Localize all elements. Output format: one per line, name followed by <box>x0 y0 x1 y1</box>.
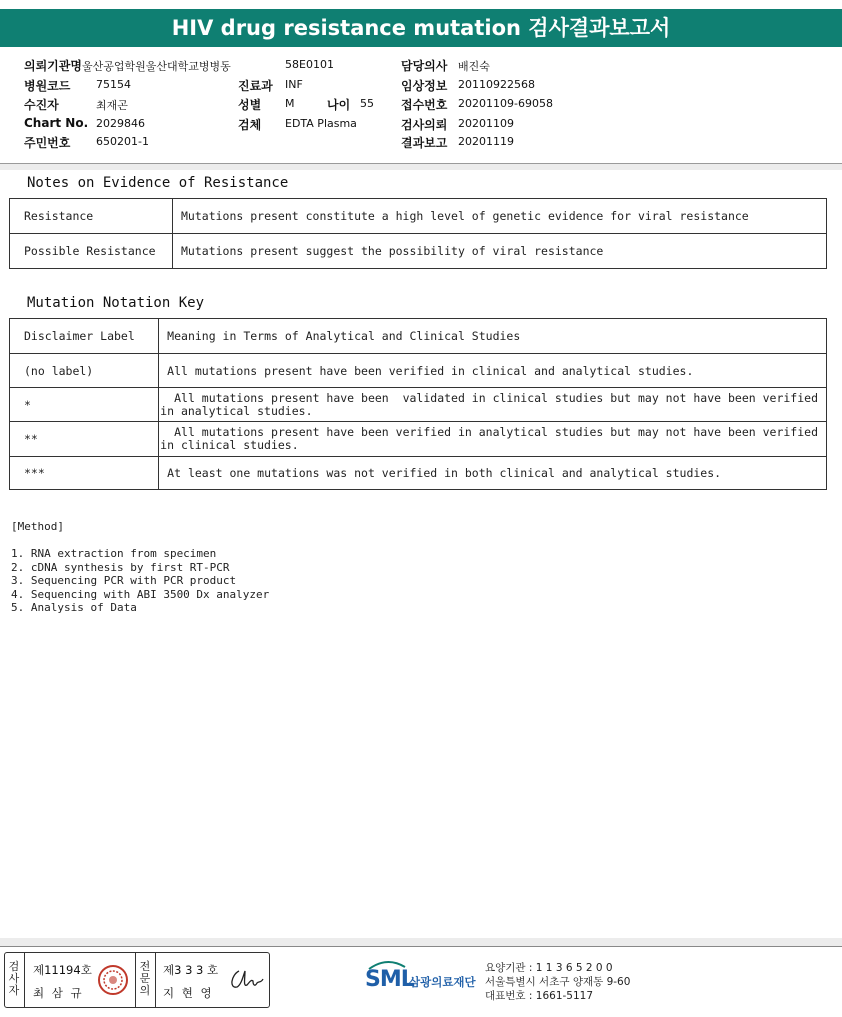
notation-section-title: Mutation Notation Key <box>27 295 205 311</box>
label-char: 자 <box>8 984 20 997</box>
cell-line: in clinical studies. <box>160 438 299 452</box>
label-char: 검 <box>8 960 20 973</box>
value-ward-code: 58E0101 <box>285 58 334 71</box>
specialist-label <box>138 961 152 997</box>
table-row <box>10 319 827 354</box>
signature-icon <box>225 965 265 995</box>
table-row <box>10 457 827 490</box>
table-cell-label: Possible Resistance <box>10 234 173 269</box>
label-sex: 성별 <box>238 98 262 112</box>
label-department: 진료과 <box>238 79 273 93</box>
table-cell-label: Resistance <box>10 199 173 234</box>
value-test-request: 20201109 <box>458 117 514 130</box>
table-cell-text: Mutations present suggest the possibility of viral resistance <box>173 234 827 269</box>
method-step: 3. Sequencing PCR with PCR product <box>11 574 237 587</box>
table-cell-label: *** <box>10 457 159 490</box>
cell-line: in analytical studies. <box>160 403 313 418</box>
cell-line: All mutations present have been verified in analytical studies but may not have been verified <box>167 425 818 439</box>
table-row <box>10 422 827 457</box>
examiner-name: 최 삼 규 <box>33 986 84 1000</box>
label-char: 전 <box>139 960 151 973</box>
label-char: 사 <box>8 972 20 985</box>
label-age: 나이 <box>327 98 351 112</box>
label-test-request: 검사의뢰 <box>401 118 448 132</box>
table-cell-text <box>159 422 827 457</box>
method-step: 4. Sequencing with ABI 3500 Dx analyzer <box>11 587 270 601</box>
specialist-name: 지 현 영 <box>163 986 214 1000</box>
label-chart-no: Chart No. <box>24 116 89 130</box>
specialist-license-no: 제3 3 3 호 <box>163 963 219 977</box>
report-title: HIV drug resistance mutation 검사결과보고서 <box>0 9 842 47</box>
table-row <box>10 199 827 234</box>
label-institution: 의뢰기관명 <box>24 59 82 73</box>
table-cell-label: (no label) <box>10 354 159 388</box>
table-row <box>10 388 827 422</box>
label-receipt-no: 접수번호 <box>401 98 448 112</box>
table-row <box>10 234 827 269</box>
method-step: 5. Analysis of Data <box>11 601 137 614</box>
table-row <box>10 354 827 388</box>
box-divider <box>135 953 136 1007</box>
org-info-line: 요양기관 : 1 1 3 6 5 2 0 0 <box>485 962 613 974</box>
value-physician: 배진숙 <box>458 60 490 73</box>
value-age: 55 <box>360 97 374 110</box>
value-receipt-no: 20201109-69058 <box>458 97 553 110</box>
table-cell-label: ** <box>10 422 159 457</box>
method-title: [Method] <box>11 520 64 533</box>
org-info-line: 서울특별시 서초구 양재동 9-60 <box>485 976 631 988</box>
box-divider <box>24 953 25 1007</box>
value-institution: 울산공업학원울산대학교병병동 <box>82 60 231 73</box>
label-result-report: 결과보고 <box>401 136 448 150</box>
value-resident-no: 650201-1 <box>96 135 149 148</box>
value-clinical-info: 20110922568 <box>458 78 535 91</box>
label-physician: 담당의사 <box>401 59 448 73</box>
label-char: 문 <box>139 972 151 985</box>
method-step: 2. cDNA synthesis by first RT-PCR <box>11 560 230 574</box>
label-hospital-code: 병원코드 <box>24 79 71 93</box>
value-sex: M <box>285 97 295 110</box>
table-cell-text: All mutations present have been verified in clinical and analytical studies. <box>159 354 827 388</box>
notation-table <box>9 318 827 490</box>
value-hospital-code: 75154 <box>96 78 131 91</box>
seal-stamp-icon <box>97 964 129 996</box>
table-cell-text: Mutations present constitute a high level of genetic evidence for viral resistance <box>173 199 827 234</box>
value-result-report: 20201119 <box>458 135 514 148</box>
table-cell-text: At least one mutations was not verified in both clinical and analytical studies. <box>159 457 827 490</box>
examiner-license-no: 제11194호 <box>33 963 92 977</box>
method-list <box>11 547 269 615</box>
label-resident-no: 주민번호 <box>24 136 71 150</box>
org-name: 삼광의료재단 <box>409 975 476 989</box>
table-cell-label: Disclaimer Label <box>10 319 159 354</box>
label-patient: 수진자 <box>24 98 59 112</box>
evidence-section-title: Notes on Evidence of Resistance <box>27 175 289 191</box>
value-department: INF <box>285 78 303 91</box>
logo-text: SML <box>365 967 414 992</box>
method-step: 1. RNA extraction from specimen <box>11 547 217 560</box>
org-info-line: 대표번호 : 1661-5117 <box>485 990 594 1002</box>
value-chart-no: 2029846 <box>96 117 145 130</box>
footer-divider <box>0 946 842 947</box>
evidence-table <box>9 198 827 269</box>
label-specimen: 검체 <box>238 118 262 132</box>
value-specimen: EDTA Plasma <box>285 117 357 130</box>
table-cell-text <box>159 388 827 422</box>
cell-line: All mutations present have been validated in clinical studies but may not have been verified <box>167 390 818 405</box>
signature-box <box>4 952 270 1008</box>
table-cell-label: * <box>10 388 159 422</box>
value-patient: 최재곤 <box>96 99 128 112</box>
label-clinical-info: 임상정보 <box>401 79 448 93</box>
examiner-label <box>7 961 21 997</box>
footer-strip <box>0 938 842 946</box>
box-divider <box>155 953 156 1007</box>
org-info <box>485 961 630 1003</box>
divider-strip <box>0 164 842 170</box>
label-char: 의 <box>139 984 151 997</box>
table-cell-text: Meaning in Terms of Analytical and Clinical Studies <box>159 319 827 354</box>
